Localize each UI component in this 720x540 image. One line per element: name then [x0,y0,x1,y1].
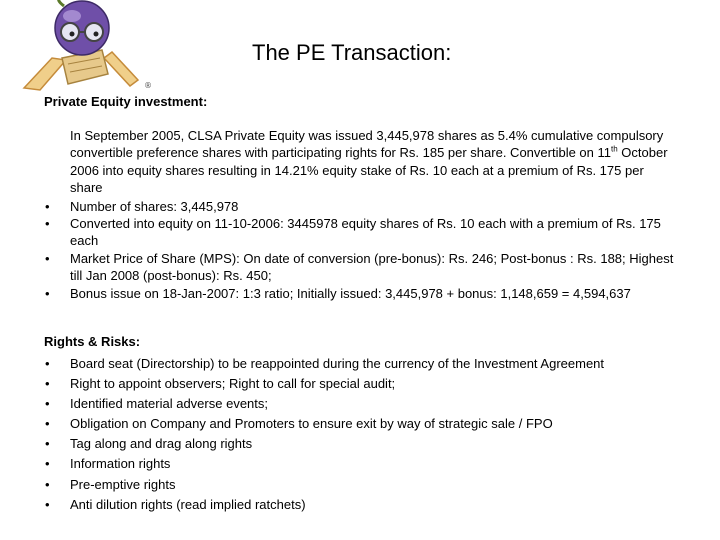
list-item [44,434,684,454]
private-equity-bullet-list [44,198,684,302]
bullet-icon: • [45,456,50,472]
list-item-text: Converted into equity on 11-10-2006: 3445978 equity shares of Rs. 10 each with a premium of Rs. 175 each [70,216,661,249]
list-item [44,495,684,515]
intro-superscript: th [611,145,618,155]
bullet-icon: • [45,356,50,371]
bullet-icon: • [45,198,50,214]
private-equity-heading: Private Equity investment: [44,94,208,109]
list-item [44,454,684,474]
registered-mark: ® [144,81,152,90]
list-item-text: Identified material adverse events; [70,396,268,412]
bullet-icon: • [45,216,50,231]
rights-risks-heading: Rights & Risks: [44,334,141,349]
list-item [44,475,684,495]
list-item-text: Number of shares: 3,445,978 [70,198,239,214]
private-equity-intro [70,127,670,197]
bullet-icon: • [45,416,50,432]
page-title: The PE Transaction: [252,40,452,65]
list-item [44,285,684,302]
bullet-icon: • [45,496,50,512]
list-item-text: Information rights [70,456,171,472]
list-item-text: Right to appoint observers; Right to call for special audit; [70,376,396,392]
list-item [44,354,684,374]
list-item [44,198,684,215]
list-item-text: Tag along and drag along rights [70,436,253,452]
bullet-icon: • [45,476,50,492]
bullet-icon: • [45,376,50,392]
list-item-text: Bonus issue on 18-Jan-2007: 1:3 ratio; Initially issued: 3,445,978 + bonus: 1,148,659 = 4,594,637 [70,285,631,301]
list-item [44,394,684,414]
list-item-text: Obligation on Company and Promoters to ensure exit by way of strategic sale / FPO [70,416,553,432]
list-item [44,250,684,285]
bullet-icon: • [45,250,50,266]
list-item-text: Board seat (Directorship) to be reappointed during the currency of the Investment Agreement [70,356,605,371]
intro-text-before: In September 2005, CLSA Private Equity was issued 3,445,978 shares as 5.4% cumulative compulsory convertible preference shares with participating rights for Rs. 185 per share. Convertible on 11 [70,128,664,161]
list-item-text: Market Price of Share (MPS): On date of conversion (pre-bonus): Rs. 246; Post-bonus : Rs. 188; Highest till Jan 2008 (post-bonus): Rs. 450; [70,250,674,284]
list-item [44,215,684,250]
bullet-icon: • [45,436,50,452]
list-item [44,414,684,434]
rights-risks-bullet-list [44,354,684,515]
bullet-icon: • [45,285,50,301]
mascot-logo-icon [4,0,154,92]
mascot-logo [4,0,154,92]
list-item [44,374,684,394]
bullet-icon: • [45,396,50,412]
intro-text-after: October 2006 into equity shares resulting in 14.21% equity stake of Rs. 10 each at a premium of Rs. 175 per share [70,145,668,196]
list-item-text: Anti dilution rights (read implied ratchets) [70,496,306,512]
list-item-text: Pre-emptive rights [70,476,176,492]
